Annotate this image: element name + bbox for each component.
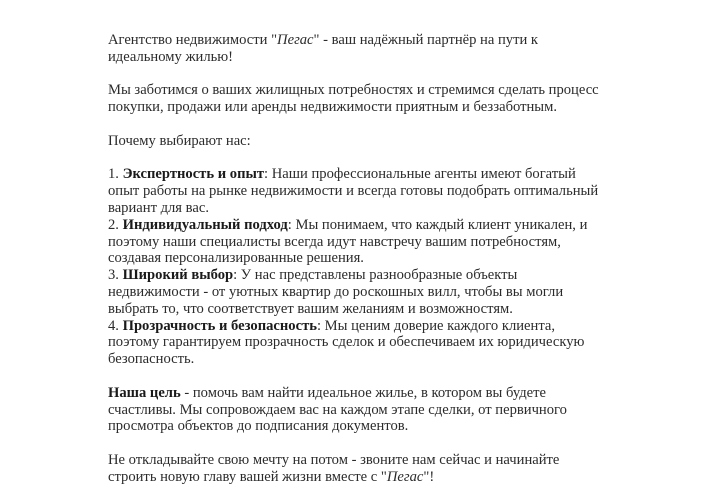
care-paragraph: Мы заботимся о ваших жилищных потребностях и стремимся сделать процесс покупки, продажи или аренды недвижимости приятным и беззаботным. bbox=[108, 82, 599, 116]
cta-text-after: "! bbox=[423, 468, 435, 485]
reason-title: Экспертность и опыт bbox=[122, 166, 265, 183]
cta-paragraph bbox=[108, 452, 608, 486]
reason-number: 1. bbox=[108, 166, 123, 183]
reason-title: Широкий выбор bbox=[122, 267, 234, 284]
reason-item-3 bbox=[108, 267, 608, 317]
intro-paragraph bbox=[108, 32, 608, 66]
goal-paragraph bbox=[108, 385, 608, 435]
goal-title: Наша цель bbox=[108, 384, 181, 401]
intro-text-after: " - ваш надёжный партнёр на пути к идеальному жилью! bbox=[108, 32, 539, 65]
reason-title: Индивидуальный подход bbox=[122, 216, 288, 233]
reason-number: 2. bbox=[108, 216, 123, 233]
reason-text: : У нас представлены разнообразные объекты недвижимости - от уютных квартир до роскошных вилл, чтобы вы могли выбрать то, что соответствует вашим желаниям и возможностям. bbox=[108, 267, 564, 317]
reason-number: 3. bbox=[108, 267, 123, 284]
reason-item-4 bbox=[108, 318, 608, 368]
goal-text: - помочь вам найти идеальное жилье, в котором вы будете счастливы. Мы сопровождаем вас на каждом этапе сделки, от первичного просмотра объектов до подписания документов. bbox=[108, 384, 567, 435]
reason-number: 4. bbox=[108, 317, 123, 334]
why-heading: Почему выбирают нас: bbox=[108, 132, 251, 149]
reason-text: : Мы понимаем, что каждый клиент уникален, и поэтому наши специалисты всегда идут навстречу вашим потребностям, создавая персонализированные решения. bbox=[108, 216, 588, 267]
brand-name: Пегас bbox=[386, 468, 424, 485]
cta-text-before: Не откладывайте свою мечту на потом - звоните нам сейчас и начинайте строить новую главу вашей жизни вместе с " bbox=[108, 451, 560, 485]
reason-title: Прозрачность и безопасность bbox=[122, 317, 317, 334]
reason-item-2 bbox=[108, 217, 608, 267]
reasons-list bbox=[108, 166, 608, 368]
reason-item-1 bbox=[108, 166, 608, 216]
document-body bbox=[108, 32, 608, 502]
reason-text: : Мы ценим доверие каждого клиента, поэтому гарантируем прозрачность сделок и обеспечиваем их юридическую безопасность. bbox=[108, 317, 585, 368]
intro-text-before: Агентство недвижимости " bbox=[108, 32, 278, 48]
brand-name: Пегас bbox=[277, 32, 314, 48]
reason-text: : Наши профессиональные агенты имеют богатый опыт работы на рынке недвижимости и всегда готовы подобрать оптимальный вариант для вас. bbox=[108, 166, 599, 216]
